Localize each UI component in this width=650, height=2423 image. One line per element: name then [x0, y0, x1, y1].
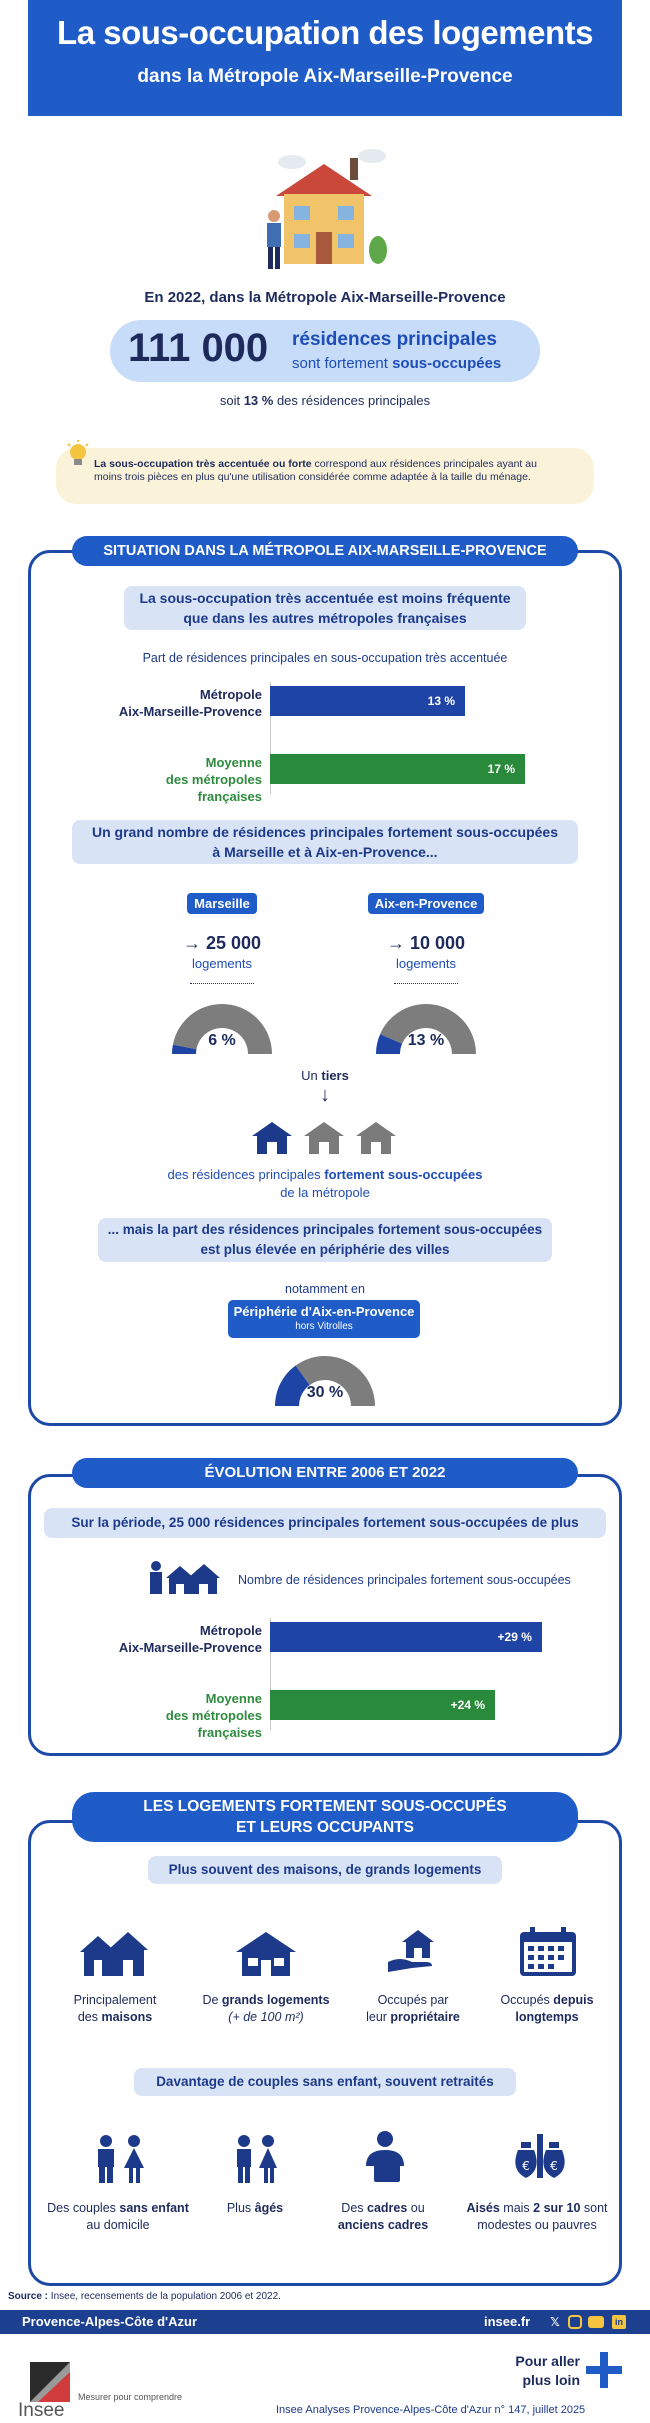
- chart1: [100, 682, 580, 804]
- down-arrow-icon: ↓: [320, 1084, 330, 1106]
- evolution-caption: Nombre de résidences principales fortement sous-occupées: [238, 1573, 571, 1587]
- situation-title: SITUATION DANS LA MÉTROPOLE AIX-MARSEILLE-PROVENCE: [72, 536, 578, 566]
- tiers-caption: des résidences principales fortement sous-occupées de la métropole: [167, 1167, 483, 1200]
- elderly-couple-icon: [232, 2134, 282, 2184]
- x-icon[interactable]: 𝕏: [550, 2315, 560, 2329]
- situation-pill-3: ... mais la part des résidences principales fortement sous-occupées est plus élevée en périphérie des villes: [98, 1218, 552, 1262]
- insee-logo-icon: [30, 2362, 70, 2402]
- aix-count: → 10 000: [386, 933, 466, 953]
- evolution-title: ÉVOLUTION ENTRE 2006 ET 2022: [72, 1458, 578, 1488]
- couple-icon: [90, 2134, 150, 2184]
- marseille-block: [162, 895, 282, 913]
- big-label-2: sont fortement sous-occupées: [292, 355, 502, 372]
- peri-tag: Périphérie d'Aix-en-Provence hors Vitrolles: [228, 1300, 420, 1338]
- marseille-divider: [190, 983, 254, 984]
- situation-pill-2: Un grand nombre de résidences principales fortement sous-occupées à Marseille et à Aix-en-Provence...: [72, 820, 578, 864]
- big-house-icon: [236, 1930, 296, 1978]
- calendar-icon: [518, 1926, 578, 1978]
- icon2-label: De grands logements (+ de 100 m²): [202, 1993, 330, 2024]
- chart1-category-label: Métropole Aix-Marseille-Provence: [118, 687, 262, 719]
- insee-tagline: Mesurer pour comprendre: [78, 2392, 183, 2402]
- page-title: La sous-occupation des logements: [57, 14, 593, 51]
- chart1-category-label: Moyenne des métropoles françaises: [165, 755, 262, 804]
- executive-icon: [360, 2130, 410, 2184]
- aix-unit: logements: [396, 956, 456, 971]
- houses-icon: [80, 1930, 148, 1978]
- situation-pill-1: La sous-occupation très accentuée est moins fréquente que dans les autres métropoles françaises: [124, 586, 526, 630]
- icon8-label: Aisés mais 2 sur 10 sont modestes ou pauvres: [466, 2201, 608, 2232]
- linkedin-icon[interactable]: in: [612, 2315, 626, 2329]
- note-text: La sous-occupation très accentuée ou forte correspond aux résidences principales ayant au moins trois pièces en plus qu'une utilisation considérée comme adaptée à la taille du ménage.: [94, 458, 537, 483]
- lightbulb-icon: [66, 440, 90, 472]
- chart2-category-label: Moyenne des métropoles françaises: [165, 1691, 262, 1740]
- header-banner: [28, 0, 622, 116]
- site-link[interactable]: insee.fr: [484, 2314, 531, 2329]
- icon3-label: Occupés par leur propriétaire: [366, 1993, 460, 2024]
- aix-tag: Aix-en-Provence: [368, 893, 485, 914]
- marseille-unit: logements: [192, 956, 252, 971]
- plus-icon[interactable]: [584, 2350, 624, 2390]
- person-houses-icon: [148, 1560, 222, 1596]
- icon5-label: Des couples sans enfant au domicile: [47, 2201, 189, 2232]
- icon6-label: Plus âgés: [226, 2201, 284, 2215]
- house-illustration: [254, 146, 394, 276]
- evolution-pill: Sur la période, 25 000 résidences principales fortement sous-occupées de plus: [44, 1508, 606, 1538]
- icon7-label: Des cadres ou anciens cadres: [337, 2201, 429, 2232]
- chart2: [100, 1618, 580, 1740]
- chart1-caption: Part de résidences principales en sous-occupation très accentuée: [142, 651, 508, 665]
- big-number: 111 000: [128, 326, 269, 370]
- marseille-pct: 6 %: [208, 1032, 236, 1049]
- logements-pill-2: Davantage de couples sans enfant, souvent retraités: [134, 2068, 516, 2096]
- chart1-bar: 17 %: [270, 754, 525, 784]
- svg-text:€: €: [522, 2159, 530, 2173]
- aix-pct: 13 %: [407, 1032, 445, 1049]
- aix-block: [366, 895, 486, 913]
- big-label-1: résidences principales: [292, 329, 497, 350]
- icon1-label: Principalement des maisons: [73, 1993, 157, 2024]
- icon4-label: Occupés depuis longtemps: [500, 1993, 594, 2024]
- notamment-text: notamment en: [285, 1282, 365, 1296]
- region-label: Provence-Alpes-Côte d'Azur: [22, 2314, 198, 2329]
- aix-divider: [394, 983, 458, 984]
- three-houses-icon: [250, 1120, 400, 1156]
- insee-logo-text: Insee: [18, 2400, 65, 2421]
- chart2-bar: +24 %: [270, 1690, 495, 1720]
- owner-hand-icon: [386, 1926, 442, 1978]
- tiers-line: Un tiers: [301, 1068, 349, 1083]
- peri-pct: 30 %: [306, 1384, 344, 1401]
- chart2-bar: +29 %: [270, 1622, 542, 1652]
- footer-bar: [0, 2310, 650, 2334]
- page-subtitle: dans la Métropole Aix-Marseille-Provence: [137, 66, 513, 87]
- marseille-tag: Marseille: [187, 893, 257, 914]
- share-line: soit 13 % des résidences principales: [219, 393, 431, 408]
- cta-text[interactable]: Pour aller plus loin: [515, 2353, 580, 2388]
- year-line: En 2022, dans la Métropole Aix-Marseille-Provence: [144, 289, 506, 306]
- money-bags-icon: [510, 2130, 570, 2184]
- logements-pill-1: Plus souvent des maisons, de grands logements: [148, 1856, 502, 1884]
- chart2-category-label: Métropole Aix-Marseille-Provence: [118, 1623, 262, 1655]
- logements-title: LES LOGEMENTS FORTEMENT SOUS-OCCUPÉS ET LEURS OCCUPANTS: [72, 1792, 578, 1842]
- publication-line: Insee Analyses Provence-Alpes-Côte d'Azur n° 147, juillet 2025: [276, 2404, 586, 2416]
- chart1-bar: 13 %: [270, 686, 465, 716]
- marseille-count: → 25 000: [182, 933, 262, 953]
- instagram-icon[interactable]: [568, 2315, 582, 2329]
- svg-text:€: €: [550, 2159, 558, 2173]
- source-line: Source : Insee, recensements de la population 2006 et 2022.: [8, 2291, 281, 2302]
- youtube-icon[interactable]: [588, 2316, 604, 2328]
